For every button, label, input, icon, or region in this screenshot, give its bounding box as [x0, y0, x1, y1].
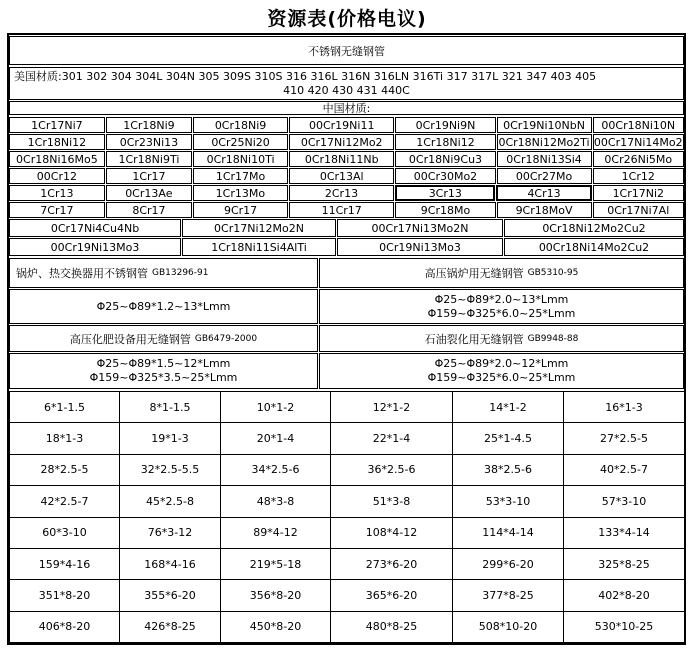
size-cell: 20*1-4 [221, 423, 331, 454]
grade-cell: 1Cr17Ni2 [593, 185, 684, 201]
us-list-1: 301 302 304 304L 304N 305 309S 310S 316 316L 316N 316LN 316Ti 317 317L 321 347 403 405 [61, 69, 597, 83]
standard-code: GB9948-88 [527, 333, 579, 344]
size-cell: 325*8-25 [564, 548, 685, 579]
grade-cell: 00Cr18Ni10N [593, 117, 684, 133]
range-line: Φ159~Φ325*3.5~25*Lmm [89, 371, 238, 384]
grade-cell: 7Cr17 [9, 202, 105, 218]
grade-cell: 4Cr13 [496, 185, 591, 201]
grade-cell: 0Cr25Ni20 [193, 134, 288, 150]
grade-cell: 0Cr13Ae [106, 185, 192, 201]
grade-cell: 8Cr17 [106, 202, 192, 218]
size-cell: 450*8-20 [221, 611, 331, 642]
grade-cell: 0Cr18Ni9 [193, 117, 288, 133]
grade-cell: 0Cr19Ni9N [395, 117, 495, 133]
standard-name [319, 258, 684, 288]
grade-cell: 3Cr13 [395, 185, 495, 201]
grade-cell: 0Cr18Ni16Mo5 [9, 151, 105, 167]
grade-cell: 0Cr17Ni12Mo2N [182, 219, 336, 237]
us-label: 美国材质: [14, 69, 62, 83]
size-row [10, 611, 685, 642]
size-cell: 25*1-4.5 [453, 423, 564, 454]
grade-cell: 0Cr19Ni10NbN [497, 117, 592, 133]
cn-label: 中国材质: [9, 101, 684, 115]
grade-row [9, 117, 684, 133]
size-row [10, 392, 685, 423]
grade-cell: 1Cr17Mo [193, 168, 288, 184]
standards-row-1 [9, 258, 684, 288]
grade-cell: 00Cr27Mo [497, 168, 592, 184]
size-cell: 426*8-25 [120, 611, 221, 642]
standard-title: 石油裂化用无缝钢管 [424, 332, 524, 346]
size-cell: 18*1-3 [10, 423, 120, 454]
standards-row-2 [9, 325, 684, 352]
standard-name [9, 258, 318, 288]
size-cell: 42*2.5-7 [10, 486, 120, 517]
grade-cell: 1Cr17Ni7 [9, 117, 105, 133]
size-cell: 60*3-10 [10, 517, 120, 548]
grade-cell: 0Cr18Ni12Mo2Cu2 [504, 219, 684, 237]
grade-cell: 1Cr18Ni9Ti [106, 151, 192, 167]
grade-cell: 0Cr18Ni10Ti [193, 151, 288, 167]
size-row [10, 454, 685, 485]
grade-cell: 00Cr19Ni13Mo3 [9, 238, 181, 256]
standard-code: GB5310-95 [527, 268, 579, 278]
standard-code: GB6479-2000 [194, 333, 258, 344]
size-table-body [10, 392, 685, 643]
size-cell: 108*4-12 [331, 517, 453, 548]
grade-cell: 1Cr18Ni9 [106, 117, 192, 133]
grade-row [9, 134, 684, 150]
range-line: Φ25~Φ89*2.0~13*Lmm [434, 292, 569, 306]
size-cell: 57*3-10 [564, 486, 685, 517]
size-cell: 219*5-18 [221, 548, 331, 579]
size-cell: 6*1-1.5 [10, 392, 120, 423]
range-line: Φ25~Φ89*2.0~12*Lmm [434, 357, 569, 370]
size-cell: 48*3-8 [221, 486, 331, 517]
size-cell: 27*2.5-5 [564, 423, 685, 454]
grade-cell: 1Cr18Ni12 [9, 134, 105, 150]
page-title: 资源表(价格电议) [267, 8, 427, 30]
us-line-1 [10, 70, 683, 84]
grade-cell: 0Cr13Al [289, 168, 394, 184]
size-cell: 402*8-20 [564, 580, 685, 611]
standard-range [9, 353, 318, 389]
grade-cell: 1Cr18Ni11Si4AlTi [182, 238, 336, 256]
grade-cell: 0Cr18Ni12Mo2Ti [498, 135, 590, 149]
size-cell: 12*1-2 [331, 392, 453, 423]
cn-label-row [9, 101, 684, 115]
grade-wide-row [9, 238, 684, 256]
grade-cell: 1Cr13Mo [193, 185, 288, 201]
grade-cell: 00Cr12 [9, 168, 105, 184]
grade-row [9, 151, 684, 167]
grade-cell: 1Cr17 [106, 168, 192, 184]
size-cell: 406*8-20 [10, 611, 120, 642]
standard-name [319, 325, 684, 352]
size-cell: 53*3-10 [453, 486, 564, 517]
size-cell: 351*8-20 [10, 580, 120, 611]
size-cell: 89*4-12 [221, 517, 331, 548]
us-list-2: 410 420 430 431 440C [283, 83, 410, 97]
standard-title: 高压锅炉用无缝钢管 [424, 267, 524, 280]
grade-cell: 0Cr18Ni11Nb [289, 151, 394, 167]
size-cell: 299*6-20 [453, 548, 564, 579]
grade-cell: 0Cr23Ni13 [106, 134, 192, 150]
size-cell: 355*6-20 [120, 580, 221, 611]
size-cell: 45*2.5-8 [120, 486, 221, 517]
grade-cell: 0Cr17Ni4Cu4Nb [9, 219, 181, 237]
range-line: Φ25~Φ89*1.5~12*Lmm [96, 357, 231, 370]
grade-wide-row [9, 219, 684, 237]
size-cell: 38*2.5-6 [453, 454, 564, 485]
range-line: Φ159~Φ325*6.0~25*Lmm [427, 371, 576, 384]
section-header: 不锈钢无缝钢管 [9, 36, 684, 65]
standards-range-row-1 [9, 289, 684, 324]
grade-cell: 0Cr17Ni12Mo2 [289, 134, 394, 150]
grade-row [9, 202, 684, 218]
grade-cell: 9Cr18MoV [497, 202, 592, 218]
section-header-row [9, 36, 684, 65]
grade-cell: 00Cr17Ni13Mo2N [337, 219, 503, 237]
standard-range [9, 289, 318, 324]
standard-title: 锅炉、热交换器用不锈钢管 [16, 267, 148, 280]
size-cell: 19*1-3 [120, 423, 221, 454]
size-cell: 133*4-14 [564, 517, 685, 548]
size-row [10, 423, 685, 454]
size-cell: 32*2.5-5.5 [120, 454, 221, 485]
grade-cell: 0Cr17Ni7Al [593, 202, 684, 218]
size-cell: 8*1-1.5 [120, 392, 221, 423]
size-cell: 530*10-25 [564, 611, 685, 642]
size-row [10, 486, 685, 517]
size-cell: 159*4-16 [10, 548, 120, 579]
standards-range-row-2 [9, 353, 684, 389]
standard-range [319, 353, 684, 389]
size-cell: 273*6-20 [331, 548, 453, 579]
size-row [10, 548, 685, 579]
size-cell: 480*8-25 [331, 611, 453, 642]
size-cell: 365*6-20 [331, 580, 453, 611]
size-cell: 168*4-16 [120, 548, 221, 579]
grade-row [9, 168, 684, 184]
grade-cell: 0Cr19Ni13Mo3 [337, 238, 503, 256]
size-cell: 356*8-20 [221, 580, 331, 611]
grade-cell: 1Cr13 [9, 185, 105, 201]
size-cell: 10*1-2 [221, 392, 331, 423]
size-cell: 36*2.5-6 [331, 454, 453, 485]
range-line: Φ159~Φ325*6.0~25*Lmm [427, 306, 576, 320]
size-cell: 76*3-12 [120, 517, 221, 548]
size-cell: 16*1-3 [564, 392, 685, 423]
grade-cell: 00Cr30Mo2 [395, 168, 495, 184]
grade-cell: 00Cr19Ni11 [289, 117, 394, 133]
grade-cell: 00Cr17Ni14Mo2 [593, 135, 683, 149]
grade-cell: 11Cr17 [289, 202, 394, 218]
grade-cell: 0Cr26Ni5Mo [593, 151, 684, 167]
grade-cell: 9Cr17 [193, 202, 288, 218]
size-cell: 22*1-4 [331, 423, 453, 454]
grade-cell: 0Cr18Ni13Si4 [497, 151, 592, 167]
grade-row [9, 185, 684, 201]
size-cell: 14*1-2 [453, 392, 564, 423]
size-cell: 377*8-25 [453, 580, 564, 611]
grade-cell: 1Cr18Ni12 [395, 134, 495, 150]
grade-cell: 9Cr18Mo [395, 202, 495, 218]
standard-title: 高压化肥设备用无缝钢管 [69, 332, 191, 346]
grade-cell: 00Cr18Ni14Mo2Cu2 [504, 238, 684, 256]
size-cell: 34*2.5-6 [221, 454, 331, 485]
standard-name [9, 325, 318, 352]
grade-cell: 0Cr18Ni9Cu3 [395, 151, 495, 167]
range-line: Φ25~Φ89*1.2~13*Lmm [96, 299, 231, 313]
us-materials-row [9, 67, 684, 100]
standard-range [319, 289, 684, 324]
grade-cell: 2Cr13 [289, 185, 394, 201]
size-cell: 28*2.5-5 [10, 454, 120, 485]
size-table [9, 391, 685, 643]
standard-code: GB13296-91 [152, 268, 209, 278]
us-materials [9, 67, 684, 100]
grade-cell: 1Cr12 [593, 168, 684, 184]
size-cell: 508*10-20 [453, 611, 564, 642]
size-cell: 51*3-8 [331, 486, 453, 517]
size-cell: 114*4-14 [453, 517, 564, 548]
size-row [10, 580, 685, 611]
size-row [10, 517, 685, 548]
size-cell: 40*2.5-7 [564, 454, 685, 485]
